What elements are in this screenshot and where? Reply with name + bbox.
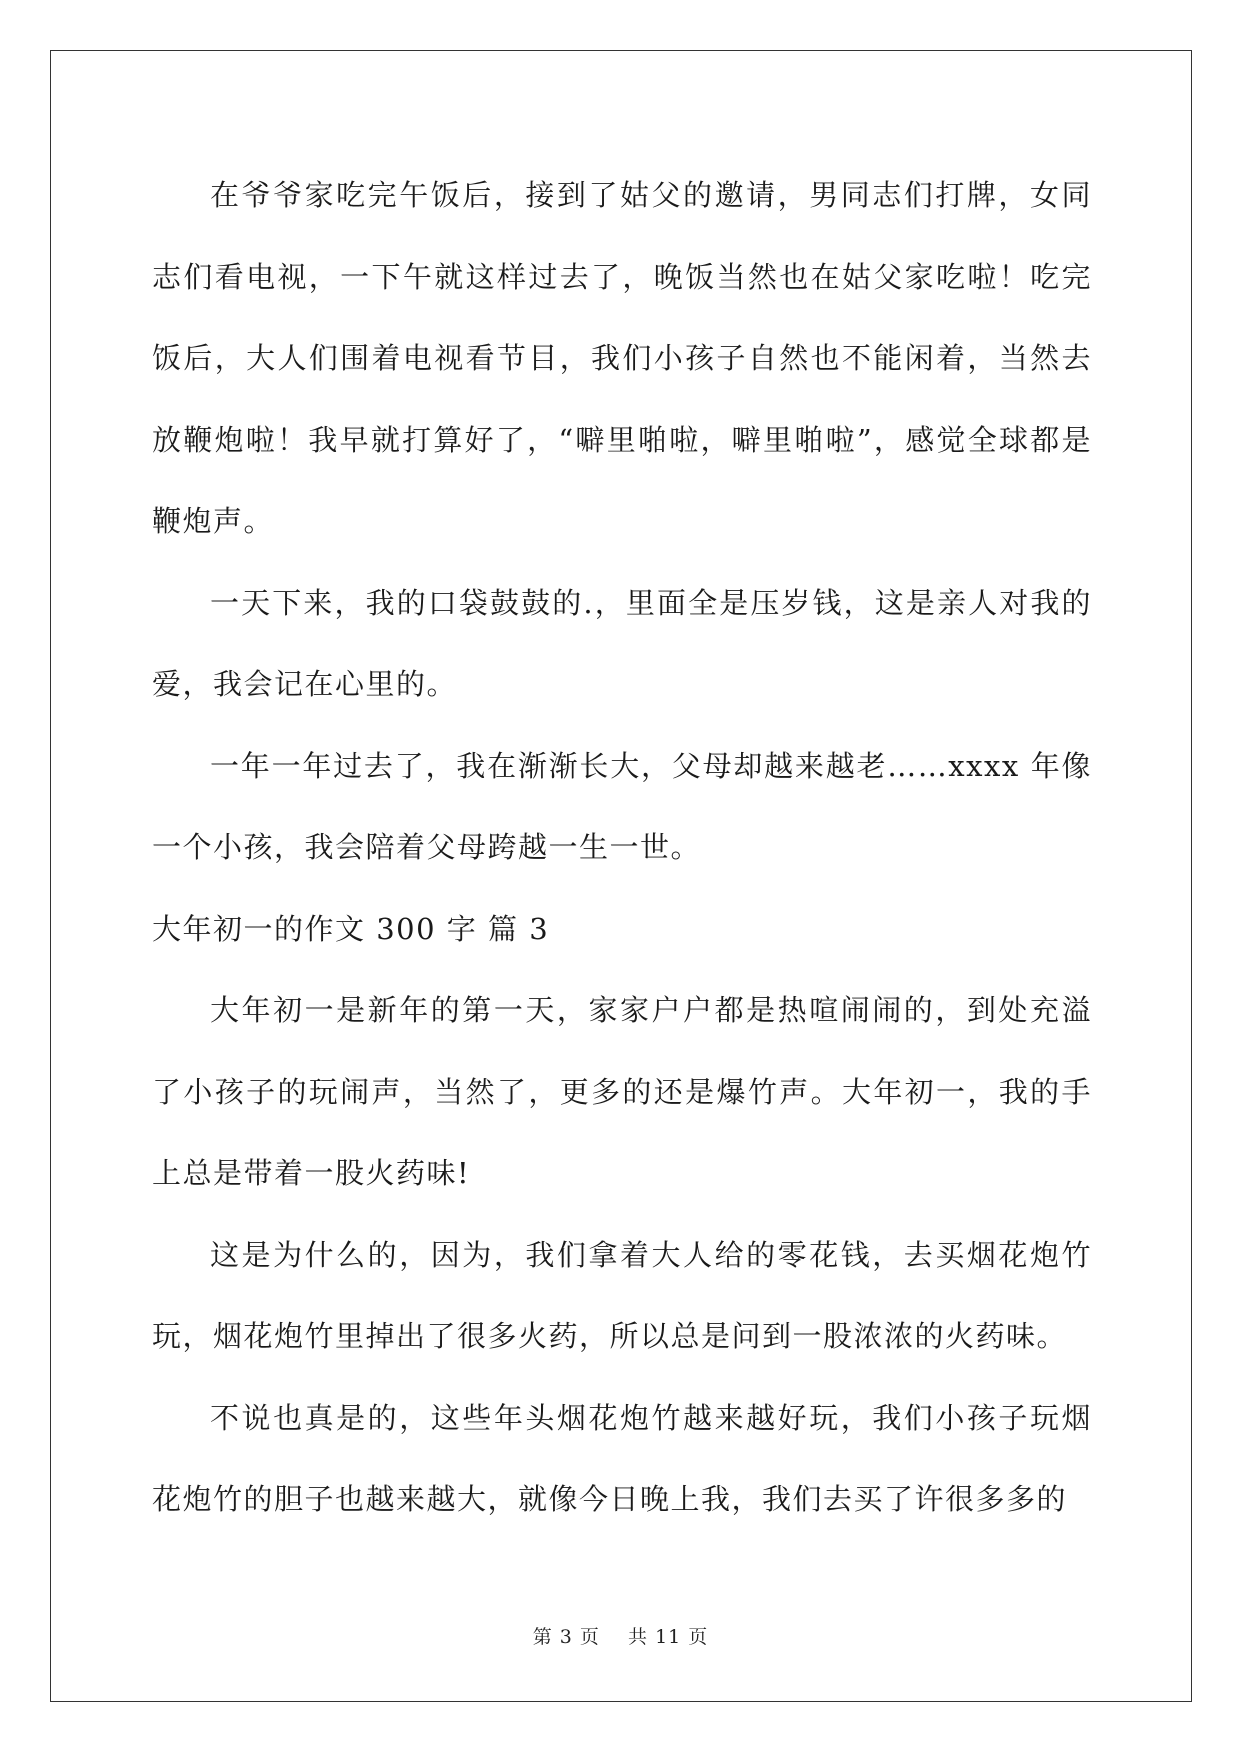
section-paragraph-3: 不说也真是的，这些年头烟花炮竹越来越好玩，我们小孩子玩烟花炮竹的胆子也越来越大，就像今日晚上我，我们去买了许很多多的 bbox=[152, 1400, 1092, 1516]
paragraph-1: 在爷爷家吃完午饭后，接到了姑父的邀请，男同志们打牌，女同志们看电视，一下午就这样过去了，晚饭当然也在姑父家吃啦！吃完饭后，大人们围着电视看节目，我们小孩子自然也不能闲着，当然去放鞭炮啦！我早就打算好了，“噼里啪啦，噼里啪啦”，感觉全球都是鞭炮声。 bbox=[152, 178, 1092, 538]
section-paragraph-2: 这是为什么的，因为，我们拿着大人给的零花钱，去买烟花炮竹玩，烟花炮竹里掉出了很多火药，所以总是问到一股浓浓的火药味。 bbox=[152, 1237, 1092, 1353]
page-number: 第 3 页 bbox=[532, 1626, 600, 1648]
page-footer bbox=[0, 1622, 1241, 1649]
paragraph-2: 一天下来，我的口袋鼓鼓的.，里面全是压岁钱，这是亲人对我的爱，我会记在心里的。 bbox=[152, 585, 1092, 701]
section-heading: 大年初一的作文 300 字 篇 3 bbox=[152, 911, 550, 946]
document-body bbox=[152, 155, 1092, 1541]
section-paragraph-1: 大年初一是新年的第一天，家家户户都是热喧闹闹的，到处充溢了小孩子的玩闹声，当然了，更多的还是爆竹声。大年初一，我的手上总是带着一股火药味! bbox=[152, 993, 1092, 1190]
paragraph-3: 一年一年过去了，我在渐渐长大，父母却越来越老……xxxx 年像一个小孩，我会陪着父母跨越一生一世。 bbox=[152, 748, 1092, 864]
page-total: 共 11 页 bbox=[628, 1626, 709, 1648]
